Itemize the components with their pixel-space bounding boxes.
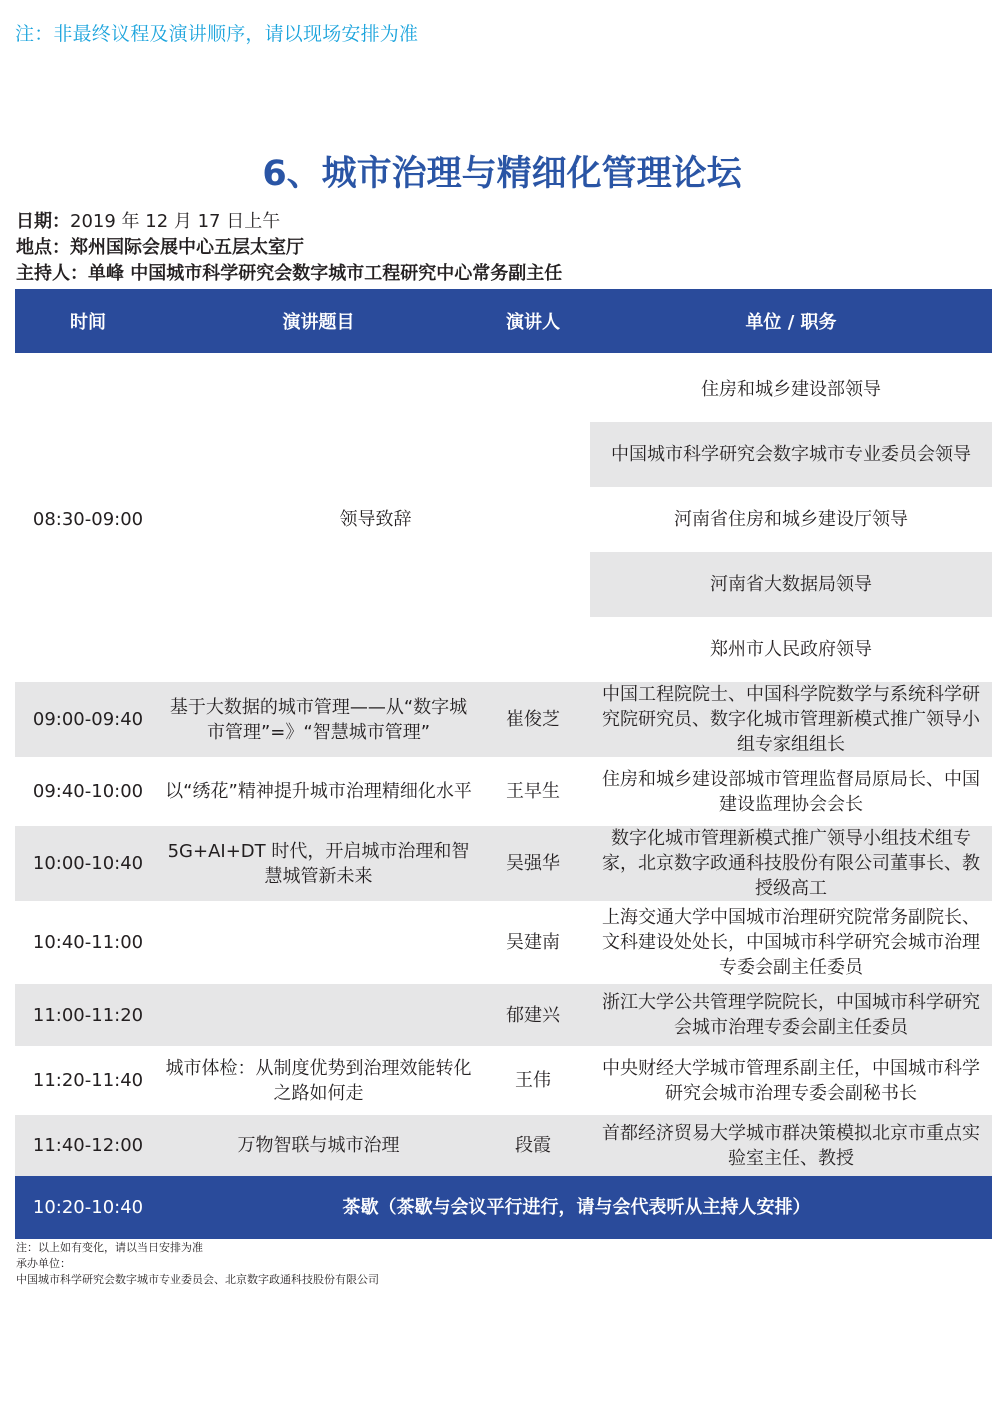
row-time: 10:40-11:00 [32,932,144,953]
opening-unit: 中国城市科学研究会数字城市专业委员会领导 [590,422,992,487]
tea-break-row [15,1176,992,1239]
opening-unit: 河南省大数据局领导 [590,552,992,617]
opening-unit: 郑州市人民政府领导 [710,639,872,660]
row-time: 11:40-12:00 [15,1115,161,1176]
row-unit: 数字化城市管理新模式推广领导小组技术组专家，北京数字政通科技股份有限公司董事长、教授级高工 [590,826,992,901]
footer-note: 注：以上如有变化，请以当日安排为准 [16,1241,203,1254]
table-row [15,761,992,822]
tea-break-text: 茶歇（茶歇与会议平行进行，请与会代表听从主持人安排） [161,1176,992,1239]
row-time: 09:40-10:00 [32,781,144,802]
row-topic: 城市体检：从制度优势到治理效能转化之路如何走 [165,1057,472,1104]
row-speaker: 王早生 [506,781,560,802]
location-label: 地点： [16,237,70,258]
table-row [15,357,992,422]
table-row [15,905,992,980]
table-row [15,1115,992,1176]
footer [16,1240,379,1288]
organizer-names: 中国城市科学研究会数字城市专业委员会、北京数字政通科技股份有限公司 [16,1273,379,1286]
table-header-row [15,289,992,353]
row-unit: 中国工程院院士、中国科学院数学与系统科学研究院研究员、数字化城市管理新模式推广领导小组专家组组长 [590,682,992,757]
opening-unit: 住房和城乡建设部领导 [701,379,881,400]
row-unit: 住房和城乡建设部城市管理监督局原局长、中国建设监理协会会长 [602,768,980,815]
agenda-table [15,289,992,1239]
row-time: 09:00-09:40 [15,682,161,757]
header-speaker: 演讲人 [476,289,590,353]
row-topic: 万物智联与城市治理 [161,1115,476,1176]
date-line [16,209,562,235]
tea-break-time: 10:20-10:40 [15,1176,161,1239]
forum-meta [16,209,562,287]
row-time: 11:20-11:40 [32,1070,144,1091]
top-note: 注：非最终议程及演讲顺序，请以现场安排为准 [15,23,419,45]
opening-topic: 领导致辞 [339,509,412,530]
row-topic: 以“绣花”精神提升城市治理精细化水平 [165,781,472,802]
organizer-label: 承办单位： [16,1257,71,1270]
row-unit: 中央财经大学城市管理系副主任，中国城市科学研究会城市治理专委会副秘书长 [602,1057,980,1104]
row-speaker: 王伟 [515,1070,551,1091]
row-unit: 浙江大学公共管理学院院长，中国城市科学研究会城市治理专委会副主任委员 [590,984,992,1046]
location-value: 郑州国际会展中心五层太室厅 [70,237,304,258]
row-topic [161,905,476,980]
forum-title: 6、城市治理与精细化管理论坛 [262,154,742,194]
row-speaker: 段霞 [476,1115,590,1176]
row-unit: 上海交通大学中国城市治理研究院常务副院长、文科建设处处长，中国城市科学研究会城市治理专委会副主任委员 [602,907,980,978]
row-topic [161,984,476,1046]
header-topic: 演讲题目 [161,289,476,353]
row-time: 10:00-10:40 [15,826,161,901]
date-value: 2019 年 12 月 17 日上午 [70,211,281,232]
opening-unit: 河南省住房和城乡建设厅领导 [674,509,908,530]
opening-time: 08:30-09:00 [32,509,144,530]
table-row [15,1050,992,1111]
row-unit: 首都经济贸易大学城市群决策模拟北京市重点实验室主任、教授 [590,1115,992,1176]
header-unit: 单位 / 职务 [590,289,992,353]
table-row [15,826,992,901]
row-topic: 基于大数据的城市管理——从“数字城市管理”=》“智慧城市管理” [161,682,476,757]
table-row [15,682,992,757]
row-speaker: 吴建南 [506,932,560,953]
row-speaker: 吴强华 [476,826,590,901]
host-label: 主持人： [16,263,88,284]
row-time: 11:00-11:20 [15,984,161,1046]
host-line [16,261,562,287]
location-line [16,235,562,261]
row-speaker: 郁建兴 [476,984,590,1046]
header-time: 时间 [15,289,161,353]
date-label: 日期： [16,211,70,232]
row-speaker: 崔俊芝 [476,682,590,757]
table-row [15,984,992,1046]
host-value: 单峰 中国城市科学研究会数字城市工程研究中心常务副主任 [88,263,563,284]
row-topic: 5G+AI+DT 时代，开启城市治理和智慧城管新未来 [161,826,476,901]
